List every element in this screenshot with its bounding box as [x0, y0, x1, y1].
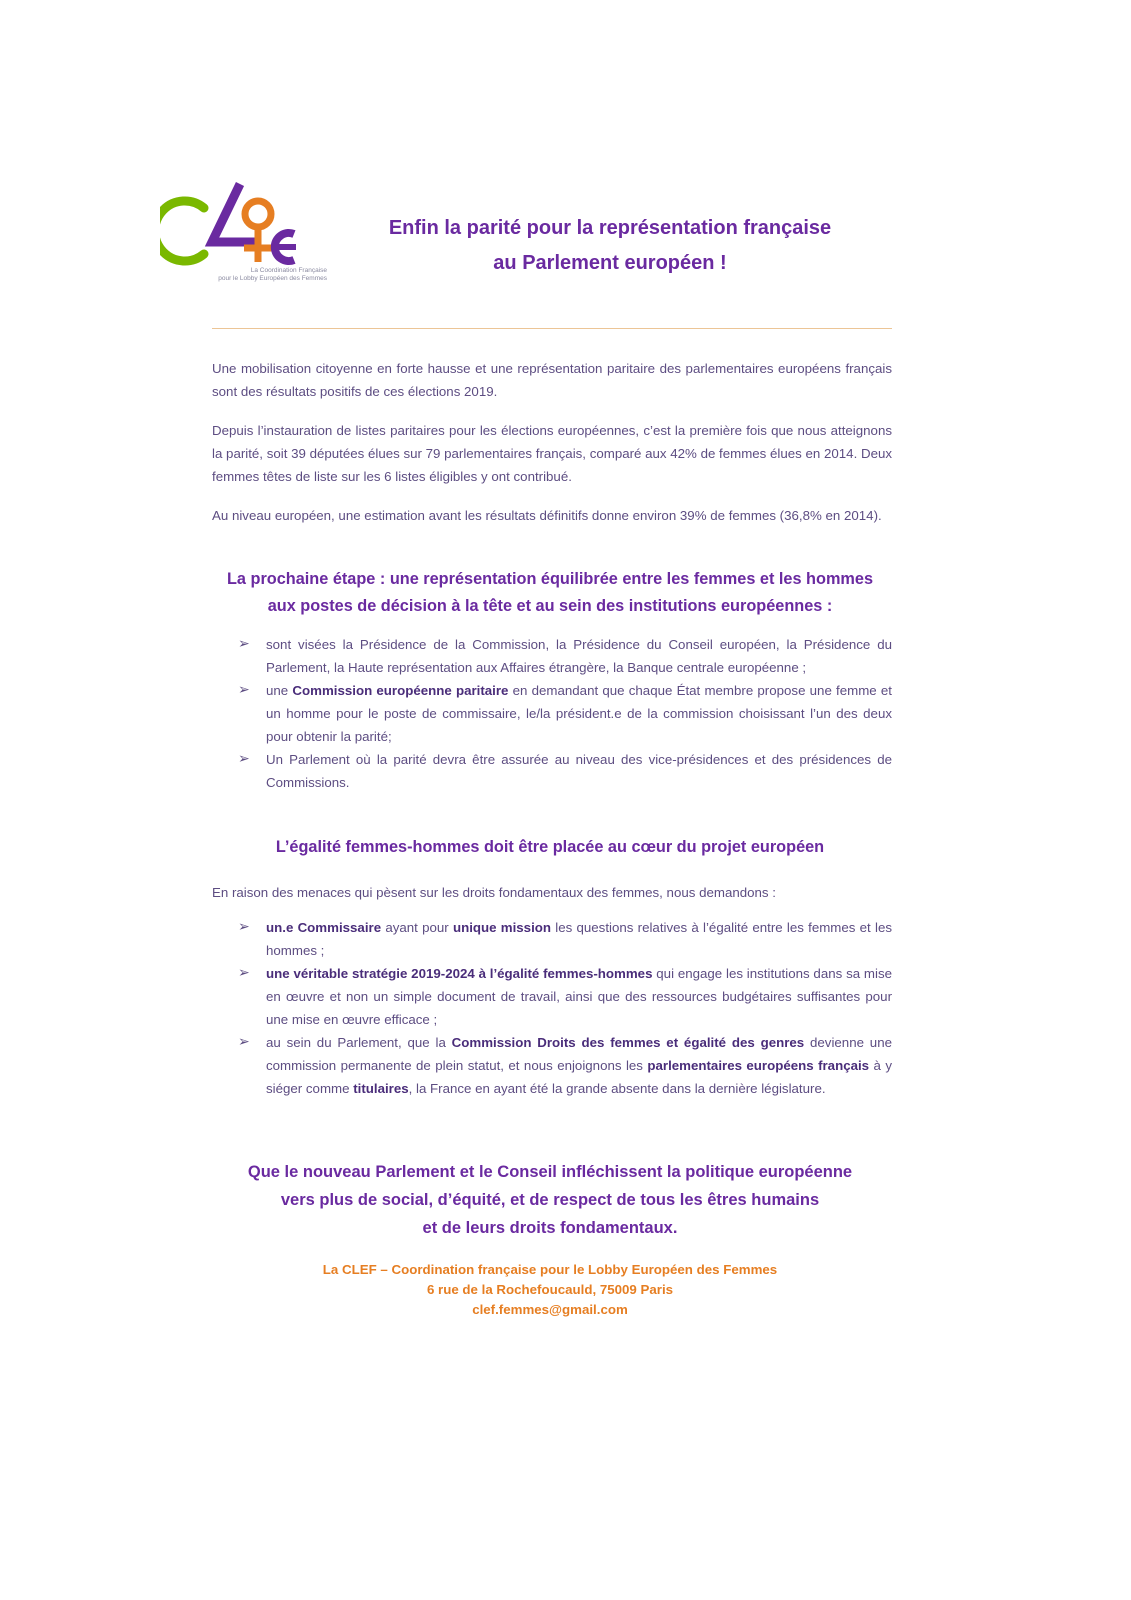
section2-intro: En raison des menaces qui pèsent sur les droits fondamentaux des femmes, nous demandons :	[212, 885, 776, 900]
section1-bullet1-text: sont visées la Présidence de la Commission, la Présidence du Conseil européen, la Présidence du Parlement, la Haute représentation aux Affaires étrangère, la Banque centrale européenne ;	[266, 637, 892, 675]
list-item	[238, 1031, 892, 1100]
footer-organization: La CLEF – Coordination française pour le Lobby Européen des Femmes	[322, 1262, 778, 1277]
section1-bullet2-pre: une	[266, 683, 293, 698]
section2-bullet3-text2: devienne une commission permanente de plein statut, et nous enjoignons les	[266, 1035, 892, 1073]
arrow-bullet-icon: ➢	[238, 919, 250, 935]
section2-bullet3-bold3: titulaires	[353, 1081, 409, 1096]
section2-bullet3-text3: à y siéger comme	[266, 1058, 892, 1096]
section2-heading: L’égalité femmes-hommes doit être placée au cœur du projet européen	[275, 838, 825, 856]
closing-statement	[205, 1158, 895, 1242]
clef-logo	[160, 182, 330, 292]
list-item	[238, 916, 892, 962]
section1-bullet2-bold: Commission européenne paritaire	[292, 683, 509, 698]
list-item	[238, 962, 892, 1031]
section2-bullet1-text1: ayant pour	[381, 920, 453, 935]
section2-list	[238, 916, 892, 1100]
section2-bullet3-text1: au sein du Parlement, que la	[266, 1035, 452, 1050]
section1-heading-line2: aux postes de décision à la tête et au sein des institutions européennes :	[267, 597, 833, 615]
footer-email[interactable]: clef.femmes@gmail.com	[472, 1302, 628, 1317]
section2-bullet1-bold2: unique mission	[452, 920, 552, 935]
list-item	[238, 679, 892, 748]
section1-bullet2-post: en demandant que chaque État membre propose une femme et un homme pour le poste de commissaire, le/la président.e de la commission choisissant l’un des deux pour obtenir la parité;	[266, 683, 892, 744]
divider	[212, 328, 892, 329]
arrow-bullet-icon: ➢	[238, 682, 250, 698]
arrow-bullet-icon: ➢	[238, 751, 250, 767]
intro-paragraph-2: Depuis l’instauration de listes paritaires pour les élections européennes, c’est la première fois que nous atteignons la parité, soit 39 députées élues sur 79 parlementaires français, comparé aux 42% de femmes élues en 2014. Deux femmes têtes de liste sur les 6 listes éligibles y ont contribué.	[212, 423, 893, 484]
arrow-bullet-icon: ➢	[238, 1034, 250, 1050]
logo-caption-line1: La Coordination Française	[250, 267, 327, 274]
logo-mark-icon	[160, 182, 330, 272]
closing-line1: Que le nouveau Parlement et le Conseil infléchissent la politique européenne	[247, 1163, 853, 1181]
section2-bullet3-bold2: parlementaires européens français	[647, 1058, 870, 1073]
intro-paragraph-3: Au niveau européen, une estimation avant les résultats définitifs donne environ 39% de femmes (36,8% en 2014).	[212, 508, 882, 523]
document-title	[360, 211, 860, 281]
section2-bullet3-bold1: Commission Droits des femmes et égalité des genres	[451, 1035, 805, 1050]
section2-bullet2-bold1: une véritable stratégie 2019-2024 à l’égalité femmes-hommes	[266, 966, 653, 981]
arrow-bullet-icon: ➢	[238, 965, 250, 981]
list-item	[238, 633, 892, 679]
section2-bullet3-text4: , la France en ayant été la grande absente dans la dernière législature.	[408, 1081, 826, 1096]
section2-bullet1-text2: les questions relatives à l’égalité entre les femmes et les hommes ;	[266, 920, 892, 958]
footer-address: 6 rue de la Rochefoucauld, 75009 Paris	[426, 1282, 674, 1297]
footer	[250, 1260, 850, 1320]
section1-bullet3-text: Un Parlement où la parité devra être assurée au niveau des vice-présidences et des présidences de Commissions.	[266, 752, 892, 790]
intro-paragraph-1: Une mobilisation citoyenne en forte hausse et une représentation paritaire des parlementaires européens français sont des résultats positifs de ces élections 2019.	[212, 361, 892, 399]
section1-heading	[205, 566, 895, 620]
section1-heading-line1: La prochaine étape : une représentation équilibrée entre les femmes et les hommes	[226, 570, 874, 588]
list-item	[238, 748, 892, 794]
arrow-bullet-icon: ➢	[238, 636, 250, 652]
section1-list	[238, 633, 892, 794]
title-line2: au Parlement européen !	[493, 252, 727, 274]
logo-caption	[187, 267, 327, 283]
closing-line2: vers plus de social, d’équité, et de respect de tous les êtres humains	[280, 1191, 820, 1209]
section2-bullet1-bold1: un.e Commissaire	[266, 920, 382, 935]
section2-bullet2-text1: qui engage les institutions dans sa mise en œuvre et non un simple document de travail, ainsi que des ressources budgétaires suffisantes pour une mise en œuvre efficace ;	[266, 966, 892, 1027]
closing-line3: et de leurs droits fondamentaux.	[422, 1219, 678, 1237]
title-line1: Enfin la parité pour la représentation française	[388, 217, 832, 239]
logo-caption-line2: pour le Lobby Européen des Femmes	[218, 275, 327, 282]
